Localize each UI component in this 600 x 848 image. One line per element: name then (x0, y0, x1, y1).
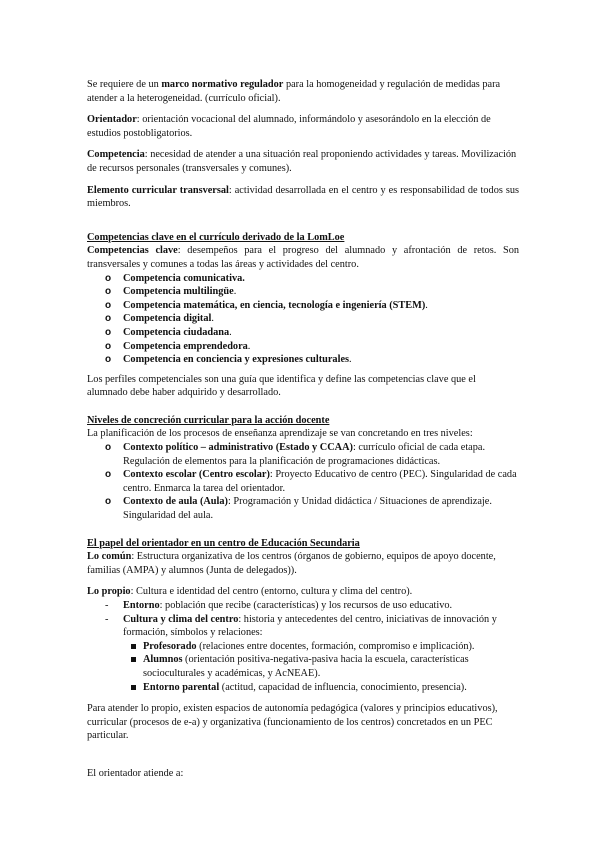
lo-propio-paragraph: Lo propio: Cultura e identidad del centro (entorno, cultura y clima del centro). (87, 586, 413, 598)
list-item: o Contexto escolar (Centro escolar): Proyecto Educativo de centro (PEC). Singularidad de cada centro. Enmarca la tarea del orientador. (87, 468, 519, 495)
list-item: - Cultura y clima del centro: historia y antecedentes del centro, iniciativas de innovación y formación, símbolos y relaciones: (87, 613, 519, 640)
definition-elemento-transversal: Elemento curricular transversal: actividad desarrollada en el centro y es responsabilidad de todos sus miembros. (87, 184, 519, 210)
list-item: o Competencia emprendedora. (87, 340, 519, 354)
list-item: Profesorado (relaciones entre docentes, formación, compromiso e implicación). (87, 640, 519, 654)
list-item: Alumnos (orientación positiva-negativa-pasiva hacia la escuela, características socioculturales y académicas, y AcNEAE). (87, 653, 519, 680)
competencias-lead: Competencias clave: desempeños para el progreso del alumnado y afrontación de retos. Son transversales y comunes a todas las áreas y actividades del centro. (87, 245, 519, 270)
definition-orientador: Orientador: orientación vocacional del alumnado, informándolo y asesorándolo en la elección de estudios postobligatorios. (87, 114, 491, 139)
section-title-niveles: Niveles de concreción curricular para la acción docente (87, 414, 330, 426)
list-item: o Competencia digital. (87, 312, 519, 326)
list-item: o Competencia comunicativa. (87, 272, 519, 286)
list-item: Entorno parental (actitud, capacidad de influencia, conocimiento, presencia). (87, 681, 519, 695)
list-item: o Contexto de aula (Aula): Programación y Unidad didáctica / Situaciones de aprendizaje. Singularidad del aula. (87, 495, 519, 522)
list-item: o Competencia ciudadana. (87, 326, 519, 340)
section-title-papel: El papel del orientador en un centro de Educación Secundaria (87, 537, 360, 549)
lo-comun-paragraph: Lo común: Estructura organizativa de los centros (órganos de gobierno, equipos de apoyo docente, familias (AMPA) y alumnos (Junta de delegados)). (87, 551, 496, 576)
document-page (87, 78, 519, 781)
list-item: o Contexto político – administrativo (Estado y CCAA): currículo oficial de cada etapa. Regulación de elementos para la planificación de programaciones didácticas. (87, 441, 519, 468)
cultura-square-list (87, 640, 519, 694)
niveles-list (87, 441, 519, 523)
definition-competencia: Competencia: necesidad de atender a una situación real proponiendo actividades y tareas. Movilización de recursos personales (transversales y comunes). (87, 149, 517, 174)
orientador-atiende-line: El orientador atiende a: (87, 767, 184, 779)
list-item: o Competencia matemática, en ciencia, tecnología e ingeniería (STEM). (87, 299, 519, 313)
section-title-competencias: Competencias clave en el currículo derivado de la LomLoe (87, 231, 345, 243)
propio-dash-list (87, 599, 519, 640)
list-item: - Entorno: población que recibe (características) y los recursos de uso educativo. (87, 599, 519, 613)
intro-paragraph: Se requiere de un marco normativo regulador para la homogeneidad y regulación de medidas para atender a la heterogeneidad. (currículo oficial). (87, 79, 501, 104)
competencias-closing: Los perfiles competenciales son una guía que identifica y define las competencias clave que el alumnado debe haber adquirido y desarrollado. (87, 373, 476, 399)
niveles-lead: La planificación de los procesos de enseñanza aprendizaje se van concretando en tres niveles: (87, 428, 473, 440)
list-item: o Competencia en conciencia y expresiones culturales. (87, 353, 519, 367)
competencias-list (87, 272, 519, 367)
autonomia-paragraph: Para atender lo propio, existen espacios de autonomía pedagógica (valores y principios educativos), curricular (procesos de e-a) y organizativa (funcionamiento de los centros) concretados en un PEC particular. (87, 703, 498, 742)
list-item: o Competencia multilingüe. (87, 285, 519, 299)
